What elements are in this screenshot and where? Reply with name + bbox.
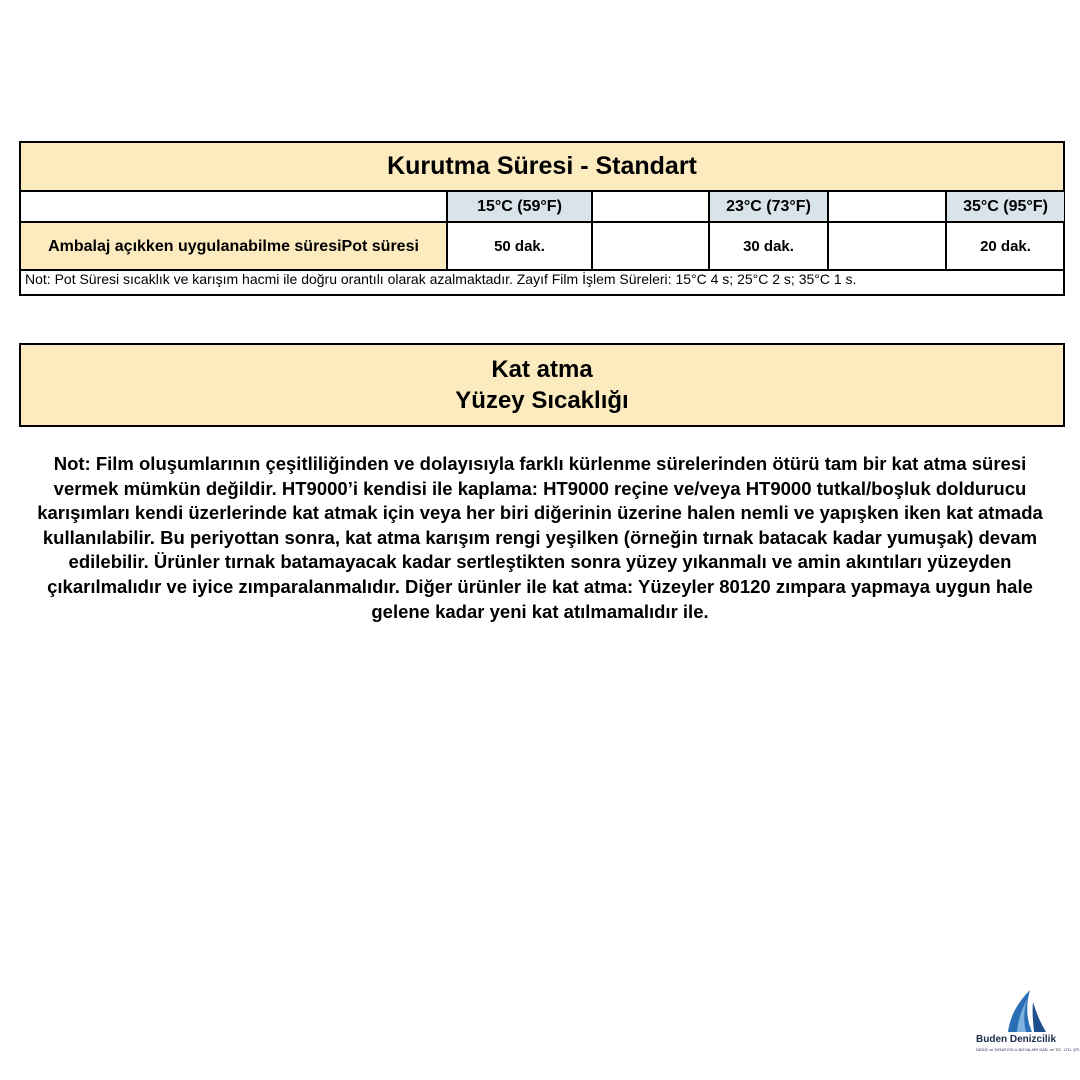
logo-subtitle: DENİZ ve DENİZYOLU BOYALARI SAN. ve TİC. LTD. ŞTİ.	[976, 1047, 1080, 1052]
pot-life-value-35: 20 dak.	[980, 237, 1031, 255]
logo-name: Buden Denizcilik	[976, 1034, 1057, 1045]
temp-header-35: 35°C (95°F)	[947, 192, 1064, 221]
table-divider	[21, 221, 1063, 223]
recoat-note-paragraph: Not: Film oluşumlarının çeşitliliğinden ve dolayısıyla farklı kürlenme sürelerinden ötürü tam bir kat atma süresi vermek mümkün değildir. HT9000’i kendisi ile kaplama: HT9000 reçine ve/veya HT9000 tutkal/boşluk doldurucu karışımları kendi üzerlerinde kat atmak için veya her biri diğerinin üzerine halen nemli ve yapışken iken kat atmada kullanılabilir. Bu periyottan sonra, kat atma karışım rengi yeşilken (örneğin tırnak batacak kadar yumuşak) devam edilebilir. Ürünler tırnak batamayacak kadar sertleştikten sonra yüzey yıkanmalı ve amin akıntıları yüzeyden çıkarılmalıdır ve iyice zımparalanmalıdır. Diğer ürünler ile kat atma: Yüzeyler 80120 zımpara yapmaya uygun hale gelene kadar yeni kat atılmamalıdır ile.	[37, 453, 1043, 622]
pot-life-label: Ambalaj açıkken uygulanabilme süresiPot süresi	[21, 223, 446, 269]
recoat-header	[19, 343, 1065, 427]
pot-life-note: Not: Pot Süresi sıcaklık ve karışım hacmi ile doğru orantılı olarak azalmaktadır. Zayıf Film İşlem Süreleri: 15°C 4 s; 25°C 2 s; 35°C 1 s.	[25, 271, 857, 287]
sail-icon	[970, 988, 1076, 1034]
table-divider	[708, 192, 710, 269]
temp-header-23: 23°C (73°F)	[710, 192, 827, 221]
drying-table-title: Kurutma Süresi - Standart	[21, 143, 1063, 192]
drying-time-table	[19, 141, 1065, 296]
pot-life-value-15: 50 dak.	[494, 237, 545, 255]
table-divider	[827, 192, 829, 269]
table-divider	[446, 192, 448, 269]
table-divider	[945, 192, 947, 269]
table-divider	[591, 192, 593, 269]
surface-temp-title: Yüzey Sıcaklığı	[455, 387, 629, 414]
temp-header-15: 15°C (59°F)	[448, 192, 591, 221]
recoat-title: Kat atma	[491, 356, 593, 383]
pot-life-value-23: 30 dak.	[743, 237, 794, 255]
company-logo	[970, 988, 1080, 1066]
